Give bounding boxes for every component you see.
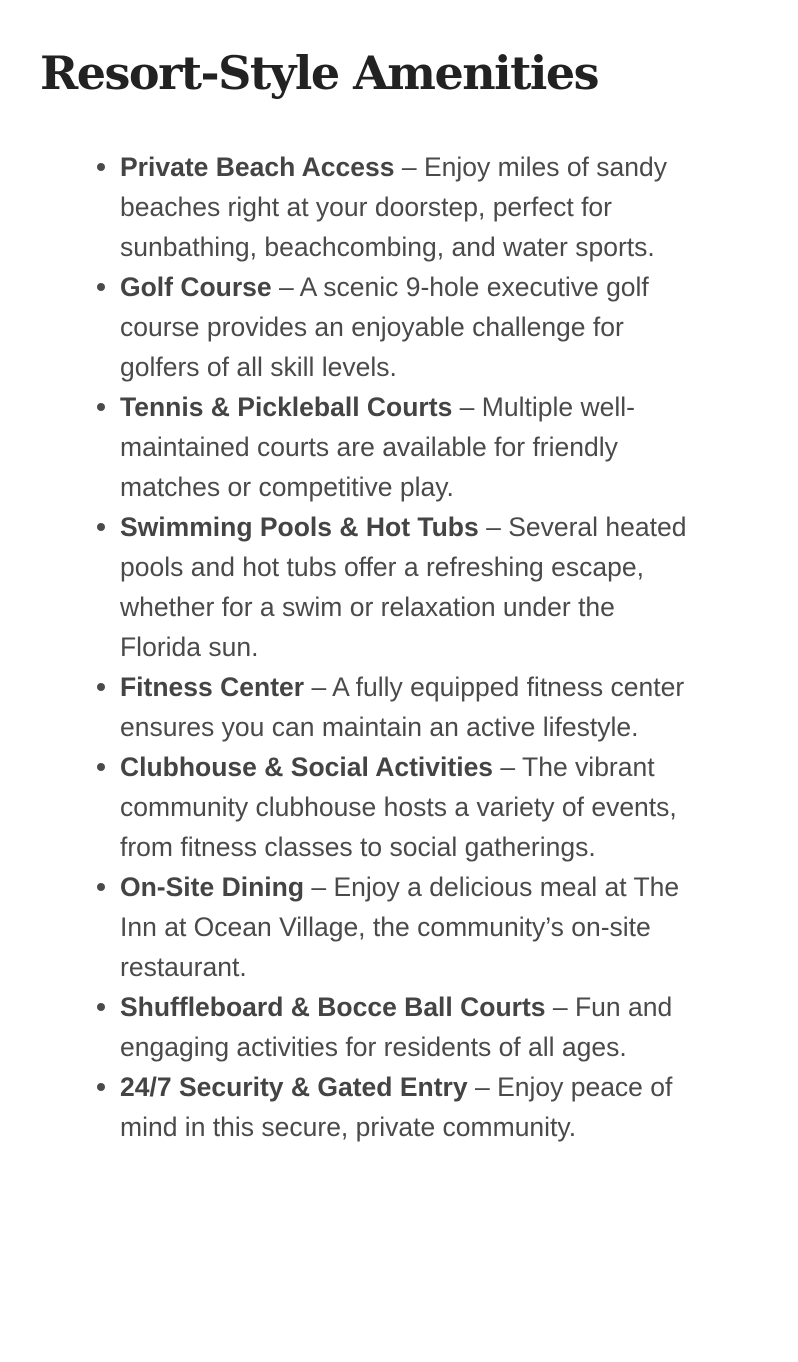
page-title: Resort-Style Amenities (40, 46, 599, 100)
amenity-description: Enjoy a delicious meal at The Inn at Ocean Village, the community’s on-site restaurant. (120, 872, 680, 982)
amenity-name: Private Beach Access (120, 152, 395, 182)
bullet-icon (97, 763, 105, 771)
bullet-icon (97, 883, 105, 891)
amenity-separator: – (493, 752, 523, 782)
amenity-separator: – (304, 872, 334, 902)
amenity-name: 24/7 Security & Gated Entry (120, 1072, 468, 1102)
bullet-icon (97, 283, 105, 291)
amenity-item (120, 507, 690, 667)
amenity-name: Shuffleboard & Bocce Ball Courts (120, 992, 546, 1022)
amenity-description: Enjoy miles of sandy beaches right at your doorstep, perfect for sunbathing, beachcombing, and water sports. (120, 152, 667, 262)
amenity-item (120, 987, 690, 1067)
amenity-name: Fitness Center (120, 672, 305, 702)
amenity-separator: – (271, 272, 300, 302)
amenity-name: Golf Course (120, 272, 272, 302)
amenity-item (120, 1067, 690, 1147)
amenity-description: Several heated pools and hot tubs offer a refreshing escape, whether for a swim or relaxation under the Florida sun. (120, 512, 687, 662)
amenity-description: The vibrant community clubhouse hosts a variety of events, from fitness classes to social gatherings. (120, 752, 677, 862)
amenity-description: Fun and engaging activities for residents of all ages. (120, 992, 673, 1062)
bullet-icon (97, 683, 105, 691)
bullet-icon (97, 523, 105, 531)
amenity-item (120, 747, 690, 867)
amenity-separator: – (394, 152, 424, 182)
amenity-description: Enjoy peace of mind in this secure, private community. (120, 1072, 673, 1142)
amenity-description: A fully equipped fitness center ensures you can maintain an active lifestyle. (120, 672, 685, 742)
amenity-name: Swimming Pools & Hot Tubs (120, 512, 479, 542)
amenity-separator: – (467, 1072, 498, 1102)
amenity-separator: – (478, 512, 509, 542)
amenity-description: Multiple well-maintained courts are available for friendly matches or competitive play. (120, 392, 635, 502)
bullet-icon (97, 1003, 105, 1011)
bullet-icon (97, 403, 105, 411)
amenity-name: Clubhouse & Social Activities (120, 752, 494, 782)
amenity-item (120, 267, 690, 387)
amenity-separator: – (452, 392, 482, 422)
bullet-icon (97, 1083, 105, 1091)
amenity-item (120, 867, 690, 987)
amenity-separator: – (304, 672, 333, 702)
amenity-name: Tennis & Pickleball Courts (120, 392, 453, 422)
bullet-icon (97, 163, 105, 171)
amenity-item (120, 667, 690, 747)
amenity-name: On-Site Dining (120, 872, 305, 902)
amenity-description: A scenic 9-hole executive golf course provides an enjoyable challenge for golfers of all skill levels. (120, 272, 649, 382)
amenity-list (40, 147, 690, 1147)
amenity-separator: – (545, 992, 575, 1022)
amenity-item (120, 147, 690, 267)
amenity-item (120, 387, 690, 507)
